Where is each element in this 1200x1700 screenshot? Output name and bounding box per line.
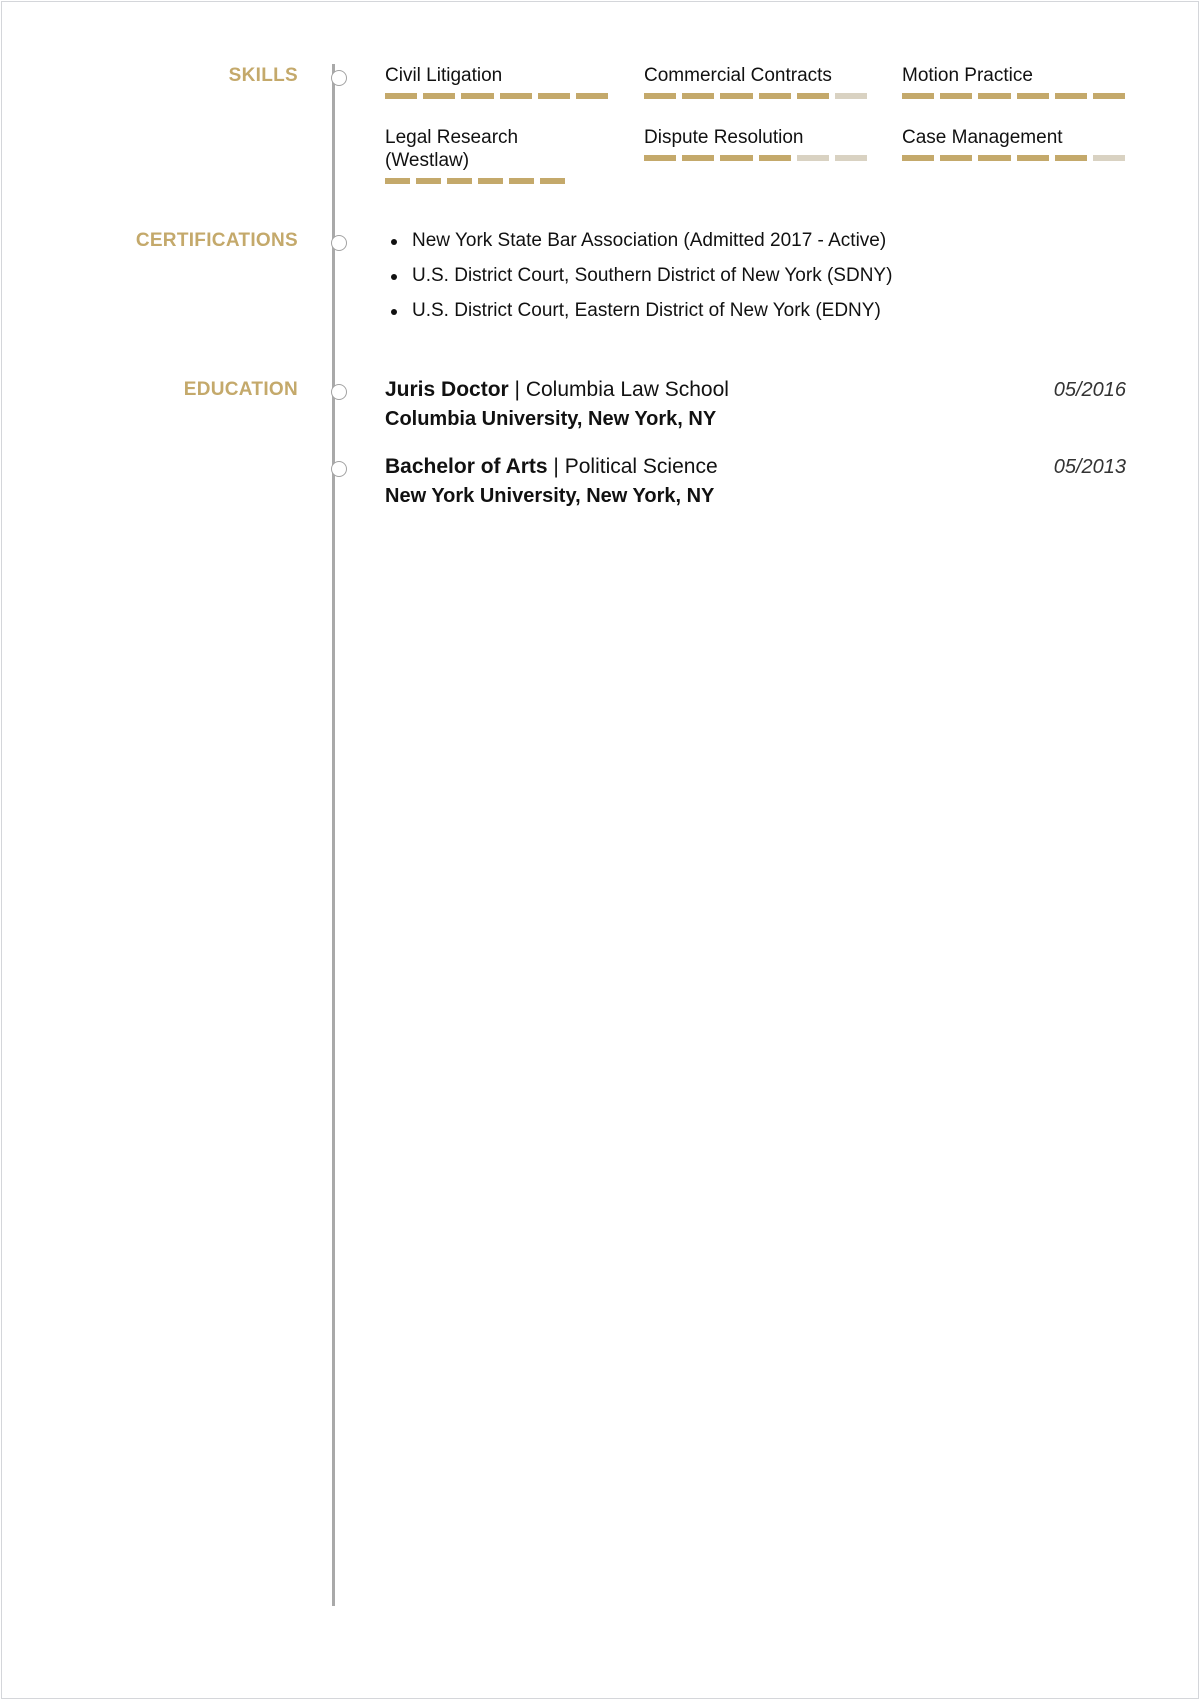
education-date: 05/2016 <box>1053 379 1126 401</box>
skill-level-segment-filled <box>385 93 417 99</box>
skill-level-segment-empty <box>835 155 867 161</box>
skill-level-segment-filled <box>644 155 676 161</box>
education-separator: | <box>508 378 526 401</box>
education-separator: | <box>547 455 565 478</box>
skill-level-segment-filled <box>682 93 714 99</box>
skill-level-segment-filled <box>576 93 608 99</box>
education-degree-line <box>385 377 1126 403</box>
skill-level-bar <box>644 155 867 161</box>
skill-level-segment-filled <box>1055 93 1087 99</box>
skill-level-segment-filled <box>644 93 676 99</box>
education-entry <box>385 377 1126 432</box>
skill-level-segment-filled <box>423 93 455 99</box>
certification-item <box>385 229 892 252</box>
skill-level-segment-filled <box>902 155 934 161</box>
skill-level-segment-filled <box>759 93 791 99</box>
skill-level-segment-filled <box>1055 155 1087 161</box>
skill-level-segment-filled <box>538 93 570 99</box>
skill-level-segment-empty <box>1093 155 1125 161</box>
section-label-certifications: CERTIFICATIONS <box>135 230 298 251</box>
education-degree: Bachelor of Arts <box>385 455 548 478</box>
skill-level-bar <box>644 93 867 99</box>
skill-level-bar <box>902 93 1125 99</box>
education-date: 05/2013 <box>1053 456 1126 478</box>
skill-level-bar <box>385 93 608 99</box>
skill-item <box>385 126 565 184</box>
skill-level-segment-filled <box>720 155 752 161</box>
timeline-dot-education-1 <box>331 384 347 400</box>
education-institution: Columbia University, New York, NY <box>385 408 717 430</box>
skill-level-segment-filled <box>759 155 791 161</box>
skill-level-segment-filled <box>500 93 532 99</box>
education-entry <box>385 454 1126 509</box>
skill-name: Motion Practice <box>902 65 1033 86</box>
bullet-icon <box>391 239 397 245</box>
skill-item <box>644 64 867 99</box>
education-field: Columbia Law School <box>525 378 729 401</box>
skill-item <box>644 126 867 161</box>
skill-name: Civil Litigation <box>385 65 503 86</box>
skill-level-segment-filled <box>478 178 503 184</box>
education-degree: Juris Doctor <box>385 378 509 401</box>
education-institution: New York University, New York, NY <box>385 485 715 507</box>
skill-level-bar <box>902 155 1125 161</box>
skill-level-segment-filled <box>540 178 565 184</box>
skill-level-segment-empty <box>797 155 829 161</box>
resume-page <box>1 1 1199 1699</box>
skill-name: Commercial Contracts <box>644 65 832 86</box>
education-degree-line <box>385 454 1126 480</box>
skill-level-segment-filled <box>447 178 472 184</box>
skill-name: Case Management <box>902 127 1063 148</box>
skill-level-segment-filled <box>797 93 829 99</box>
skill-level-segment-filled <box>902 93 934 99</box>
certifications-list <box>385 229 892 334</box>
timeline-dot-skills <box>331 70 347 86</box>
skill-level-bar <box>385 178 565 184</box>
skill-level-segment-filled <box>940 93 972 99</box>
bullet-icon <box>391 309 397 315</box>
certification-item <box>385 299 892 322</box>
skill-name: Dispute Resolution <box>644 127 804 148</box>
skill-level-segment-filled <box>720 93 752 99</box>
skill-level-segment-filled <box>416 178 441 184</box>
skill-item <box>902 64 1125 99</box>
skill-level-segment-filled <box>978 93 1010 99</box>
skill-level-segment-filled <box>940 155 972 161</box>
section-label-skills: SKILLS <box>228 65 298 86</box>
skill-level-segment-filled <box>1017 93 1049 99</box>
education-field: Political Science <box>564 455 718 478</box>
skill-level-segment-filled <box>385 178 410 184</box>
timeline-dot-education-2 <box>331 461 347 477</box>
skill-item <box>902 126 1125 161</box>
timeline-line <box>332 64 335 1606</box>
skill-level-segment-filled <box>682 155 714 161</box>
timeline-dot-certifications <box>331 235 347 251</box>
skill-level-segment-filled <box>978 155 1010 161</box>
skill-level-segment-filled <box>1093 93 1125 99</box>
skill-level-segment-empty <box>835 93 867 99</box>
certification-text: U.S. District Court, Eastern District of New York (EDNY) <box>412 300 881 321</box>
skill-level-segment-filled <box>1017 155 1049 161</box>
skill-level-segment-filled <box>461 93 493 99</box>
certification-text: U.S. District Court, Southern District of New York (SDNY) <box>412 265 893 286</box>
certification-item <box>385 264 892 287</box>
section-label-education: EDUCATION <box>183 379 298 400</box>
bullet-icon <box>391 274 397 280</box>
skill-level-segment-filled <box>509 178 534 184</box>
skill-item <box>385 64 608 99</box>
skill-name: Legal Research (Westlaw) <box>385 127 519 171</box>
certification-text: New York State Bar Association (Admitted 2017 - Active) <box>412 230 887 251</box>
